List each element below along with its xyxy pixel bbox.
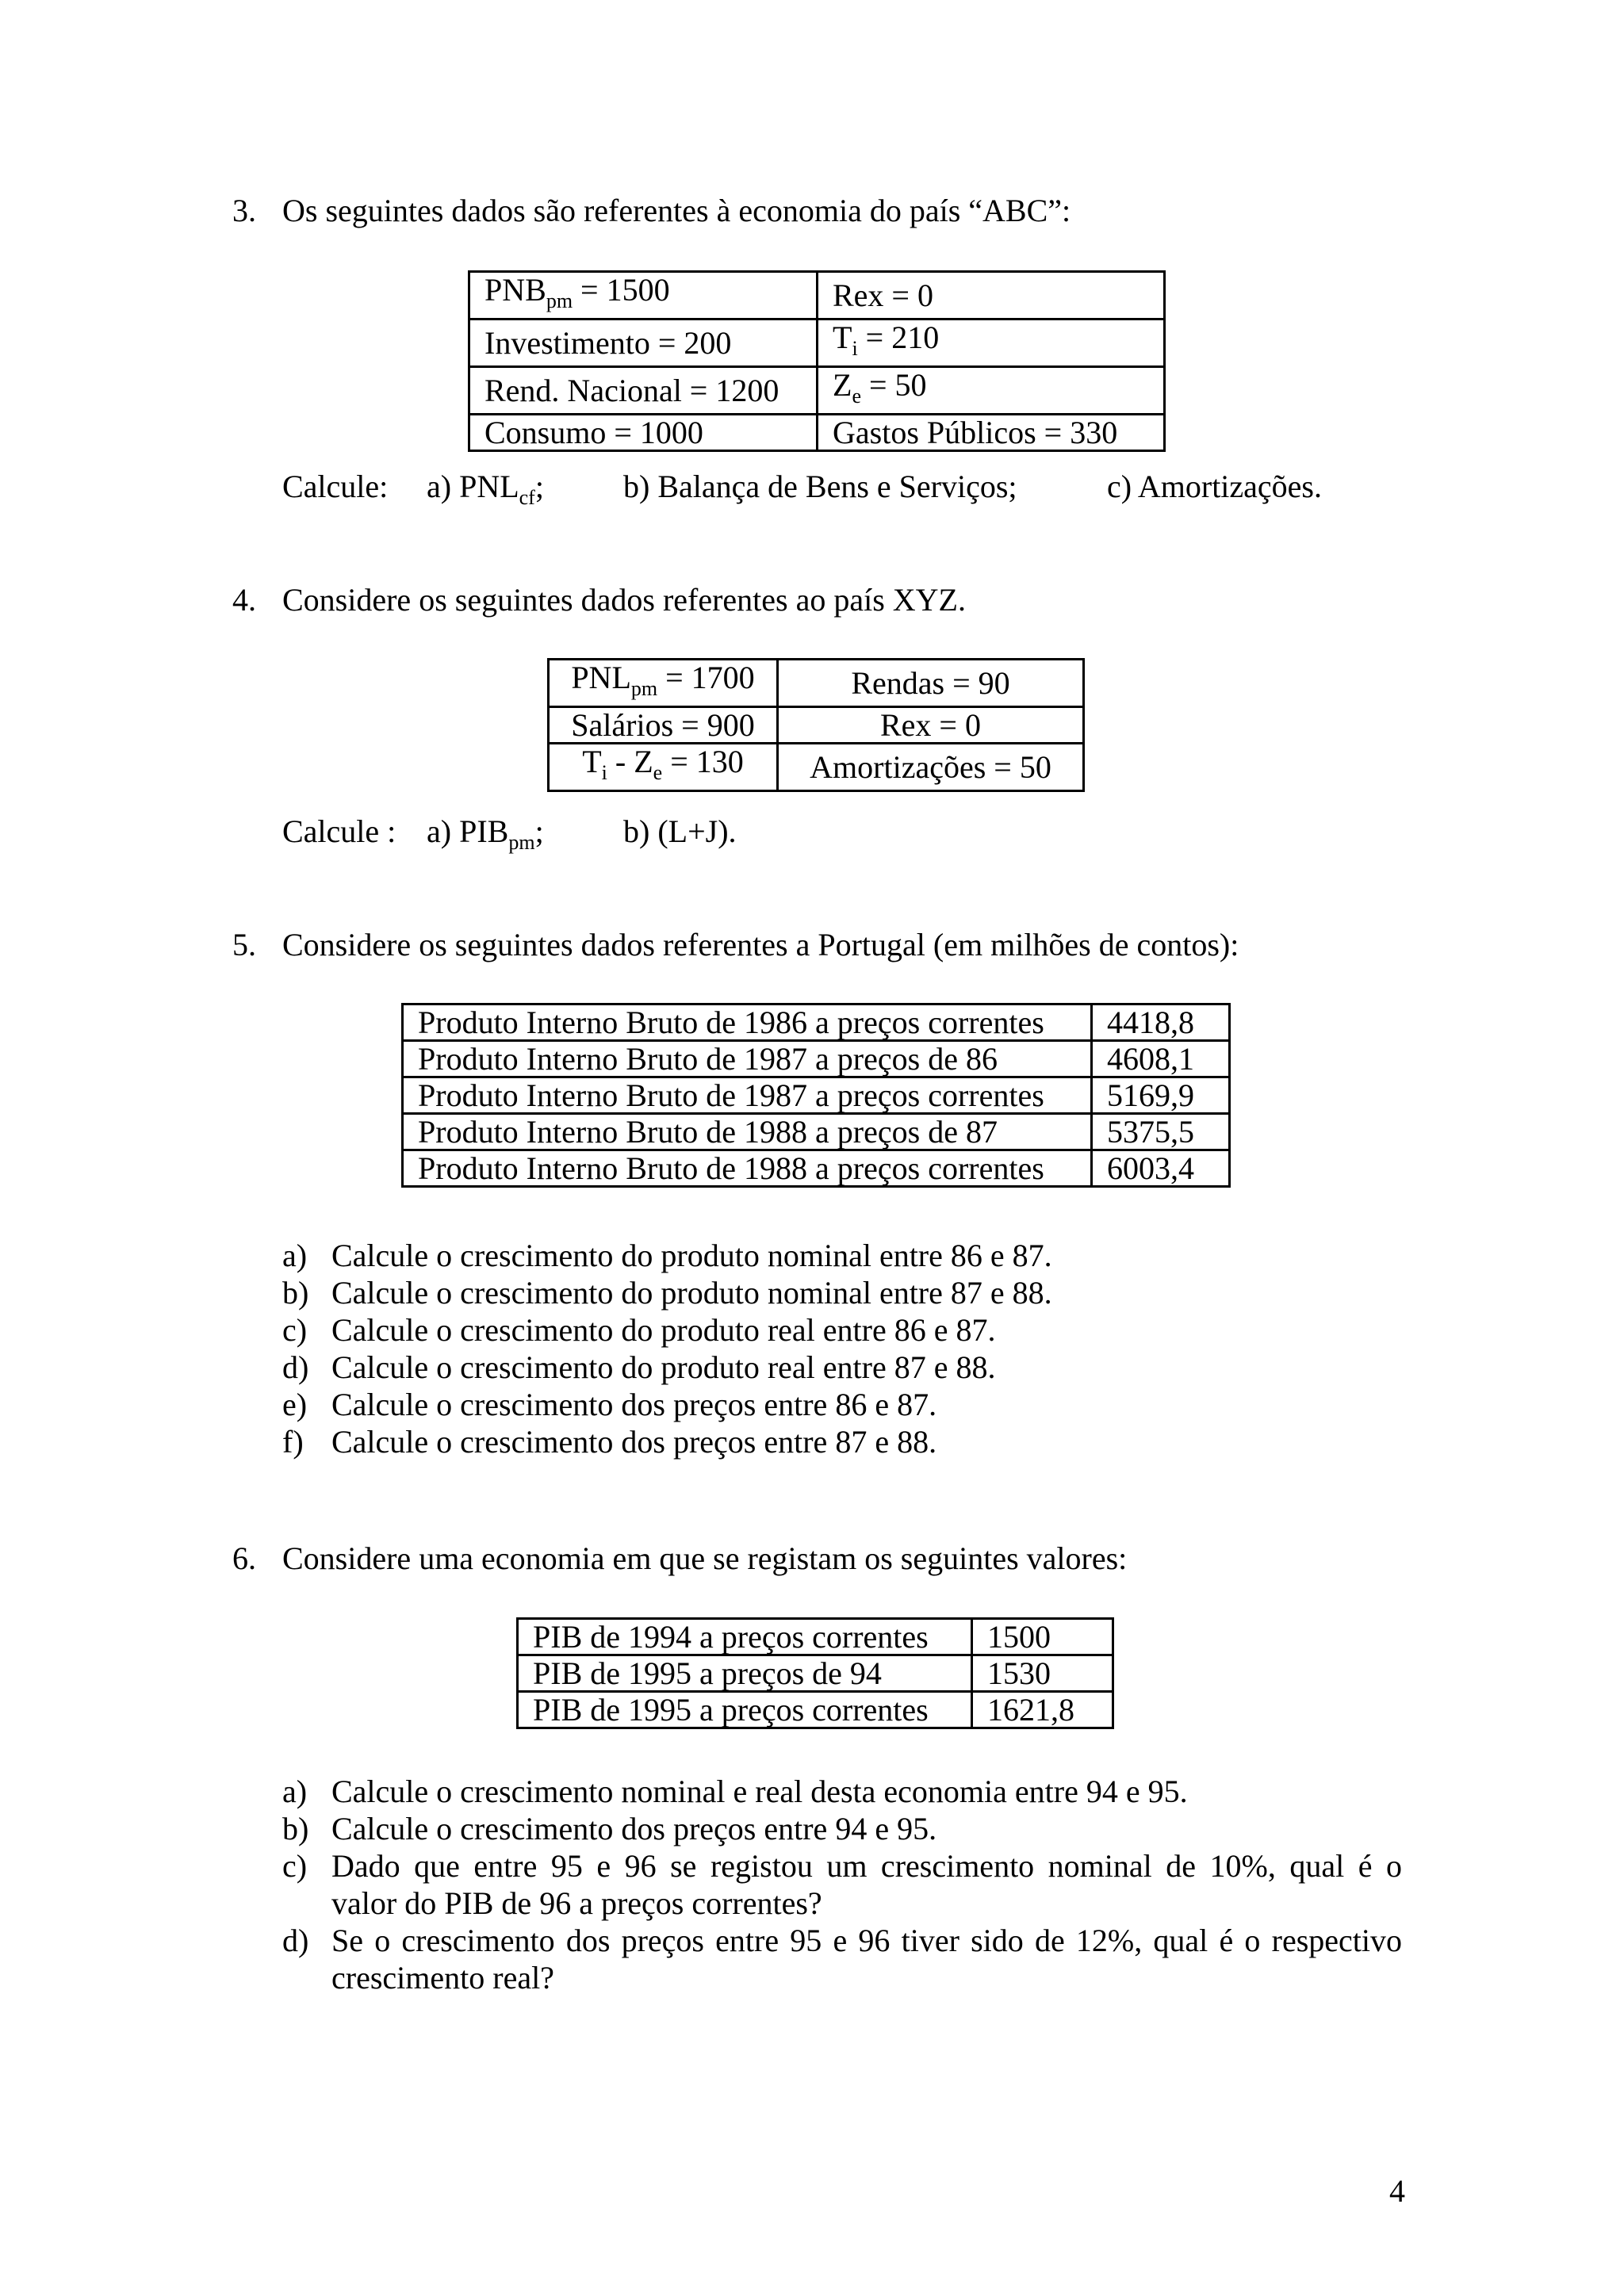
list-item bbox=[282, 1847, 331, 1885]
list-item bbox=[282, 1311, 995, 1349]
item-text: Calcule o crescimento dos preços entre 86 e 87. bbox=[331, 1387, 937, 1422]
q4-calc-label: Calcule : bbox=[282, 813, 396, 849]
q5-table bbox=[401, 1003, 1231, 1188]
q3-calc-label: Calcule: bbox=[282, 469, 389, 504]
item-letter: c) bbox=[282, 1848, 308, 1884]
item-text: Se o crescimento dos preços entre 95 e 96 tiver sido de 12%, qual é o respectivo bbox=[331, 1923, 1402, 1958]
q5-value-cell: 4608,1 bbox=[1092, 1041, 1230, 1077]
q5-value-cell: 5375,5 bbox=[1092, 1114, 1230, 1150]
q4-cell: Rendas = 90 bbox=[778, 660, 1084, 707]
list-item bbox=[282, 1274, 1052, 1311]
table-row bbox=[403, 1114, 1230, 1150]
item-letter: f) bbox=[282, 1424, 304, 1460]
item-text: Calcule o crescimento do produto real entre 86 e 87. bbox=[331, 1312, 996, 1348]
q6-number: 6. bbox=[232, 1540, 256, 1576]
q6-label-cell: PIB de 1995 a preços correntes bbox=[518, 1692, 972, 1728]
q6-value-cell: 1621,8 bbox=[972, 1692, 1113, 1728]
list-item bbox=[282, 1773, 1188, 1810]
q3-cell: Investimento = 200 bbox=[469, 320, 818, 367]
q4-item-b: b) (L+J). bbox=[623, 813, 737, 849]
item-text: Calcule o crescimento nominal e real desta economia entre 94 e 95. bbox=[331, 1774, 1188, 1809]
table-row bbox=[403, 1150, 1230, 1187]
q4-number: 4. bbox=[232, 582, 256, 618]
q5-number: 5. bbox=[232, 927, 256, 962]
q5-label-cell: Produto Interno Bruto de 1987 a preços de 86 bbox=[403, 1041, 1092, 1077]
table-row bbox=[518, 1655, 1113, 1692]
q3-number: 3. bbox=[232, 193, 256, 228]
item-letter: a) bbox=[282, 1238, 308, 1273]
q3-text: Os seguintes dados são referentes à economia do país “ABC”: bbox=[282, 193, 1071, 228]
list-item bbox=[282, 1386, 936, 1423]
q5-value-cell: 4418,8 bbox=[1092, 1004, 1230, 1041]
item-text: Dado que entre 95 e 96 se registou um crescimento nominal de 10%, qual é o bbox=[331, 1848, 1402, 1884]
page-number: 4 bbox=[1389, 2173, 1405, 2209]
q4-cell: Amortizações = 50 bbox=[778, 744, 1084, 791]
q3-cell: Rend. Nacional = 1200 bbox=[469, 367, 818, 415]
q3-cell: Gastos Públicos = 330 bbox=[818, 415, 1165, 451]
item-text: valor do PIB de 96 a preços correntes? bbox=[331, 1885, 822, 1921]
q5-label-cell: Produto Interno Bruto de 1986 a preços correntes bbox=[403, 1004, 1092, 1041]
list-item bbox=[282, 1423, 936, 1460]
item-text: Calcule o crescimento dos preços entre 87 e 88. bbox=[331, 1424, 937, 1460]
item-text: Calcule o crescimento do produto nominal entre 87 e 88. bbox=[331, 1275, 1052, 1311]
item-text: Calcule o crescimento do produto nominal entre 86 e 87. bbox=[331, 1238, 1052, 1273]
q6-label-cell: PIB de 1994 a preços correntes bbox=[518, 1619, 972, 1655]
q4-cell: $PNL_{pm} = 1700$ bbox=[549, 660, 778, 707]
item-letter: c) bbox=[282, 1312, 308, 1348]
item-letter: d) bbox=[282, 1923, 309, 1958]
item-text: Calcule o crescimento do produto real entre 87 e 88. bbox=[331, 1349, 996, 1385]
q3-cell: $Z_e = 50$ bbox=[818, 367, 1165, 415]
item-letter: b) bbox=[282, 1275, 309, 1311]
q3-item-a: a) $PNL_{cf}$; bbox=[427, 469, 544, 509]
q3-item-c: c) Amortizações. bbox=[1107, 469, 1322, 504]
table-row bbox=[518, 1692, 1113, 1728]
item-letter: e) bbox=[282, 1387, 308, 1422]
q3-cell: Consumo = 1000 bbox=[469, 415, 818, 451]
q6-text: Considere uma economia em que se registam os seguintes valores: bbox=[282, 1540, 1128, 1576]
item-text: Calcule o crescimento dos preços entre 94 e 95. bbox=[331, 1811, 937, 1846]
q5-text: Considere os seguintes dados referentes a Portugal (em milhões de contos): bbox=[282, 927, 1239, 962]
list-item bbox=[282, 1237, 1052, 1274]
q4-cell: Salários = 900 bbox=[549, 707, 778, 744]
q3-cell: $PNB_{pm} = 1500$ bbox=[469, 272, 818, 320]
table-row bbox=[403, 1041, 1230, 1077]
q5-label-cell: Produto Interno Bruto de 1988 a preços correntes bbox=[403, 1150, 1092, 1187]
q4-item-a: a) $PIB_{pm}$; bbox=[427, 813, 544, 854]
item-text: crescimento real? bbox=[331, 1960, 554, 1996]
table-row bbox=[518, 1619, 1113, 1655]
item-letter: d) bbox=[282, 1349, 309, 1385]
table-row bbox=[403, 1004, 1230, 1041]
item-letter: a) bbox=[282, 1774, 308, 1809]
q4-text: Considere os seguintes dados referentes ao país XYZ. bbox=[282, 582, 966, 618]
q3-cell: $T_i = 210$ bbox=[818, 320, 1165, 367]
q6-value-cell: 1500 bbox=[972, 1619, 1113, 1655]
q3-table bbox=[468, 270, 1166, 452]
list-item bbox=[282, 1810, 936, 1847]
q5-value-cell: 6003,4 bbox=[1092, 1150, 1230, 1187]
q4-cell: $T_i - Z_e = 130$ bbox=[549, 744, 778, 791]
q3-item-b: b) Balança de Bens e Serviços; bbox=[623, 469, 1017, 504]
q6-label-cell: PIB de 1995 a preços de 94 bbox=[518, 1655, 972, 1692]
q6-value-cell: 1530 bbox=[972, 1655, 1113, 1692]
list-item bbox=[282, 1349, 995, 1386]
q5-value-cell: 5169,9 bbox=[1092, 1077, 1230, 1114]
q4-cell: Rex = 0 bbox=[778, 707, 1084, 744]
item-letter: b) bbox=[282, 1811, 309, 1846]
q3-cell: Rex = 0 bbox=[818, 272, 1165, 320]
table-row bbox=[403, 1077, 1230, 1114]
list-item bbox=[282, 1922, 331, 1959]
q6-table bbox=[516, 1617, 1114, 1729]
q5-label-cell: Produto Interno Bruto de 1987 a preços correntes bbox=[403, 1077, 1092, 1114]
q5-label-cell: Produto Interno Bruto de 1988 a preços de 87 bbox=[403, 1114, 1092, 1150]
q4-table bbox=[547, 658, 1085, 792]
